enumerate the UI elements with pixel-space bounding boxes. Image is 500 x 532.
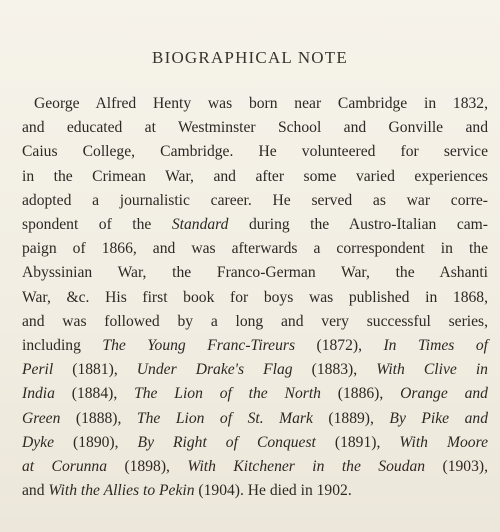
text-run: during the Austro-Italian cam- (228, 216, 488, 234)
book-title: Peril (22, 361, 54, 379)
book-title: The Lion of St. Mark (136, 409, 313, 427)
text-run: (1883), (292, 361, 377, 379)
book-title: The Young Franc-Tireurs (102, 337, 296, 355)
text-run: (1890), (54, 433, 138, 451)
text-run: spondent of the (22, 216, 172, 234)
text-line (22, 213, 488, 237)
text-line (22, 455, 488, 479)
text-run: (1898), (107, 458, 188, 476)
text-line (22, 189, 488, 213)
book-title: By Pike and (389, 409, 488, 427)
book-title: Orange and (400, 385, 488, 403)
text-run: (1888), (60, 409, 137, 427)
text-run: Caius College, Cambridge. He volunteered for service (22, 143, 488, 161)
text-run: adopted a journalistic career. He served as war corre- (22, 191, 488, 209)
book-title: With the Allies to Pekin (48, 482, 195, 500)
text-line (22, 237, 488, 261)
text-run: and (22, 482, 49, 500)
book-title: Dyke (22, 433, 55, 451)
text-run: (1891), (315, 433, 400, 451)
text-line (22, 261, 488, 285)
book-title: Standard (171, 216, 229, 234)
text-run: in the Crimean War, and after some varied experiences (22, 167, 488, 185)
text-line (22, 431, 488, 455)
text-line (22, 140, 488, 164)
book-title: With Clive in (376, 361, 488, 379)
text-run: (1884), (54, 385, 135, 403)
book-title: By Right of Conquest (137, 433, 316, 451)
text-run: (1904). He died in 1902. (194, 482, 352, 500)
text-line (22, 286, 488, 310)
text-run: including (22, 337, 103, 355)
text-run: and educated at Westminster School and Gonville and (22, 119, 488, 137)
text-line (22, 407, 488, 431)
book-title: at Corunna (22, 458, 108, 476)
book-title: The Lion of the North (134, 385, 321, 403)
text-line (22, 382, 488, 406)
text-line (22, 165, 488, 189)
text-line (22, 116, 488, 140)
text-line (22, 479, 488, 503)
text-run: (1903), (425, 458, 488, 476)
text-run: (1886), (320, 385, 401, 403)
book-title: With Moore (399, 433, 488, 451)
text-run: War, &c. His first book for boys was published in 1868, (22, 288, 488, 306)
text-run: paign of 1866, and was afterwards a correspondent in the (22, 240, 488, 258)
book-title: Under Drake's Flag (136, 361, 293, 379)
book-title: India (22, 385, 55, 403)
text-run: (1872), (295, 337, 384, 355)
text-line (22, 92, 488, 116)
book-title: In Times of (383, 337, 488, 355)
text-run: (1889), (312, 409, 390, 427)
text-run: George Alfred Henty was born near Cambridge in 1832, (34, 95, 488, 112)
text-run: (1881), (53, 361, 137, 379)
book-title: Green (22, 409, 61, 427)
text-line (22, 358, 488, 382)
section-heading: BIOGRAPHICAL NOTE (152, 48, 348, 67)
text-line (22, 310, 488, 334)
book-title: With Kitchener in the Soudan (187, 458, 426, 476)
biographical-note-text (22, 92, 488, 503)
text-run: Abyssinian War, the Franco-German War, the Ashanti (22, 264, 488, 282)
text-run: and was followed by a long and very successful series, (22, 312, 488, 330)
text-line (22, 334, 488, 358)
